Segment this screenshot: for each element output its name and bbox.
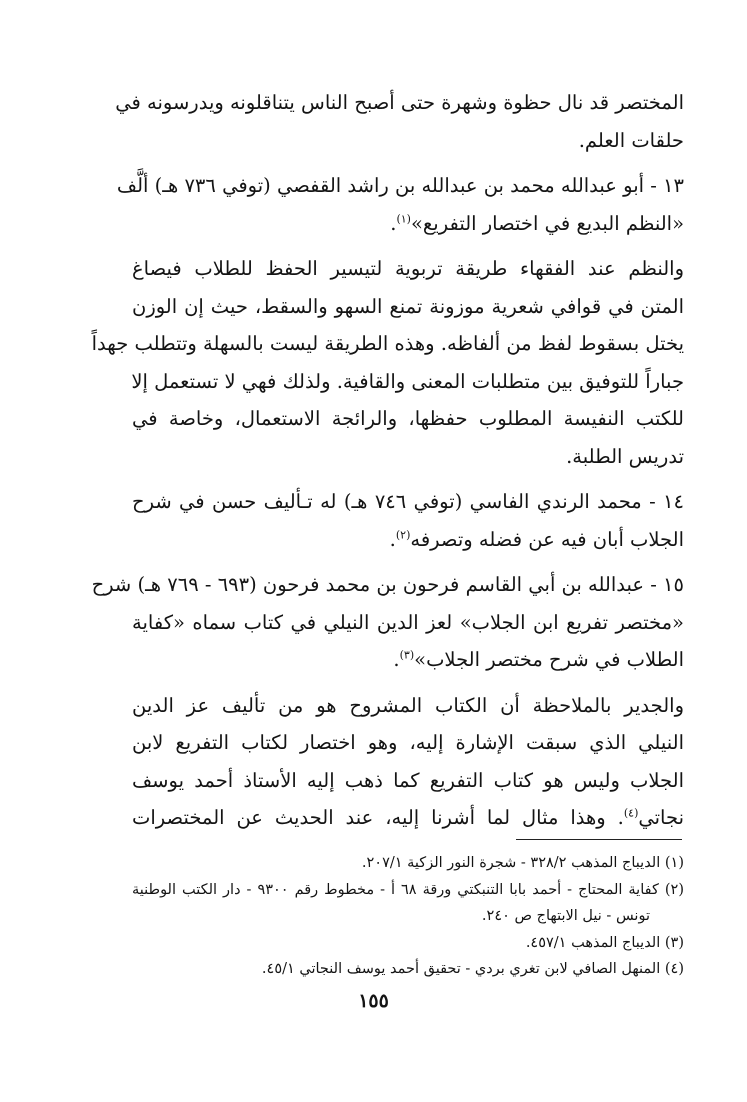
list-item-13: [116, 167, 684, 242]
footnote-2-continuation: تونس - نيل الابتهاج ص ٢٤٠.: [481, 908, 650, 924]
paragraph-nazm: [91, 250, 684, 475]
text-line: جباراً للتوفيق بين متطلبات المعنى والقافية. ولذلك فهي لا تستعمل إلا: [131, 369, 684, 393]
text-line: المختصر قد نال حظوة وشهرة حتى أصبح الناس يتناقلونه ويدرسونه في: [115, 91, 684, 114]
book-title: «النظم البديع في اختصار التفريع»: [410, 211, 684, 235]
main-text: [91, 84, 684, 837]
list-item-15: [91, 566, 684, 679]
footnote-ref-1[interactable]: (١): [396, 212, 411, 225]
text-line: الجلاب وليس هو كتاب التفريع كما ذهب إليه الأستاذ أحمد يوسف: [132, 768, 684, 792]
footnote-ref-3[interactable]: (٣): [399, 648, 415, 662]
footnote-1: (١) الديباج المذهب ٣٢٨/٢ - شجرة النور الزكية ٢٠٧/١.: [361, 855, 684, 871]
text-line: النيلي الذي سبقت الإشارة إليه، وهو اختصار لكتاب التفريع لابن: [132, 731, 684, 754]
text-line: تدريس الطلبة.: [566, 444, 684, 468]
text-line: الجلاب أبان فيه عن فضله وتصرفه$^{(٢)}$.: [389, 527, 684, 551]
list-item-14: [132, 483, 684, 558]
footnote-2: (٢) كفاية المحتاج - أحمد بابا التنبكتي ورقة ٦٨ أ - مخطوط رقم ٩٣٠٠ - دار الكتب الوطنية: [132, 881, 684, 898]
text-line: والجدير بالملاحظة أن الكتاب المشروح هو من تأليف عز الدين: [132, 693, 684, 717]
text-line: «مختصر تفريع ابن الجلاب» لعز الدين النيلي في كتاب سماه «كفاية: [132, 610, 684, 634]
paragraph-continuation: [115, 84, 684, 159]
text-line: ١٤ - محمد الرندي الفاسي (توفي ٧٤٦ هـ) له تـأليف حسن في شرح: [132, 490, 684, 513]
paragraph-remark: [132, 687, 684, 837]
page-number: ١٥٥: [358, 990, 389, 1012]
text-line: حلقات العلم.: [578, 128, 684, 152]
text-line: ١٣ - أبو عبدالله محمد بن عبدالله بن راشد القفصي (توفي ٧٣٦ هـ) ألَّف: [116, 174, 684, 197]
text-line: «النظم البديع في اختصار التفريع»$^{(١)}$.: [390, 211, 684, 235]
footnote-3: (٣) الديباج المذهب ٤٥٧/١.: [525, 934, 684, 951]
footnotes: [132, 850, 684, 983]
footnote-ref-4[interactable]: (٤): [623, 806, 639, 820]
text-line: للكتب النفيسة المطلوب حفظها، والرائجة الاستعمال، وخاصة في: [132, 407, 684, 430]
text-line: الطلاب في شرح مختصر الجلاب»$^{(٣)}$.: [393, 648, 684, 671]
footnote-ref-2[interactable]: (٢): [395, 528, 411, 541]
text-line: يختل بسقوط لفظ من ألفاظه. وهذه الطريقة ليست بالسهلة وتتطلب جهداً: [91, 332, 684, 355]
text-line: ١٥ - عبدالله بن أبي القاسم فرحون بن محمد فرحون (٦٩٣ - ٧٦٩ هـ) شرح: [91, 573, 684, 596]
text-line: نجاتي$^{(٤)}$. وهذا مثال لما أشرنا إليه، عند الحديث عن المختصرات: [132, 806, 684, 829]
text-line: المتن في قوافي شعرية موزونة تمنع السهو والسقط، حيث إن الوزن: [132, 294, 684, 318]
footnote-separator: [516, 839, 682, 840]
footnote-4: (٤) المنهل الصافي لابن تغري بردي - تحقيق أحمد يوسف النجاتي ٤٥/١.: [261, 961, 684, 977]
text-line: والنظم عند الفقهاء طريقة تربوية لتيسير الحفظ للطلاب فيصاغ: [132, 257, 684, 280]
